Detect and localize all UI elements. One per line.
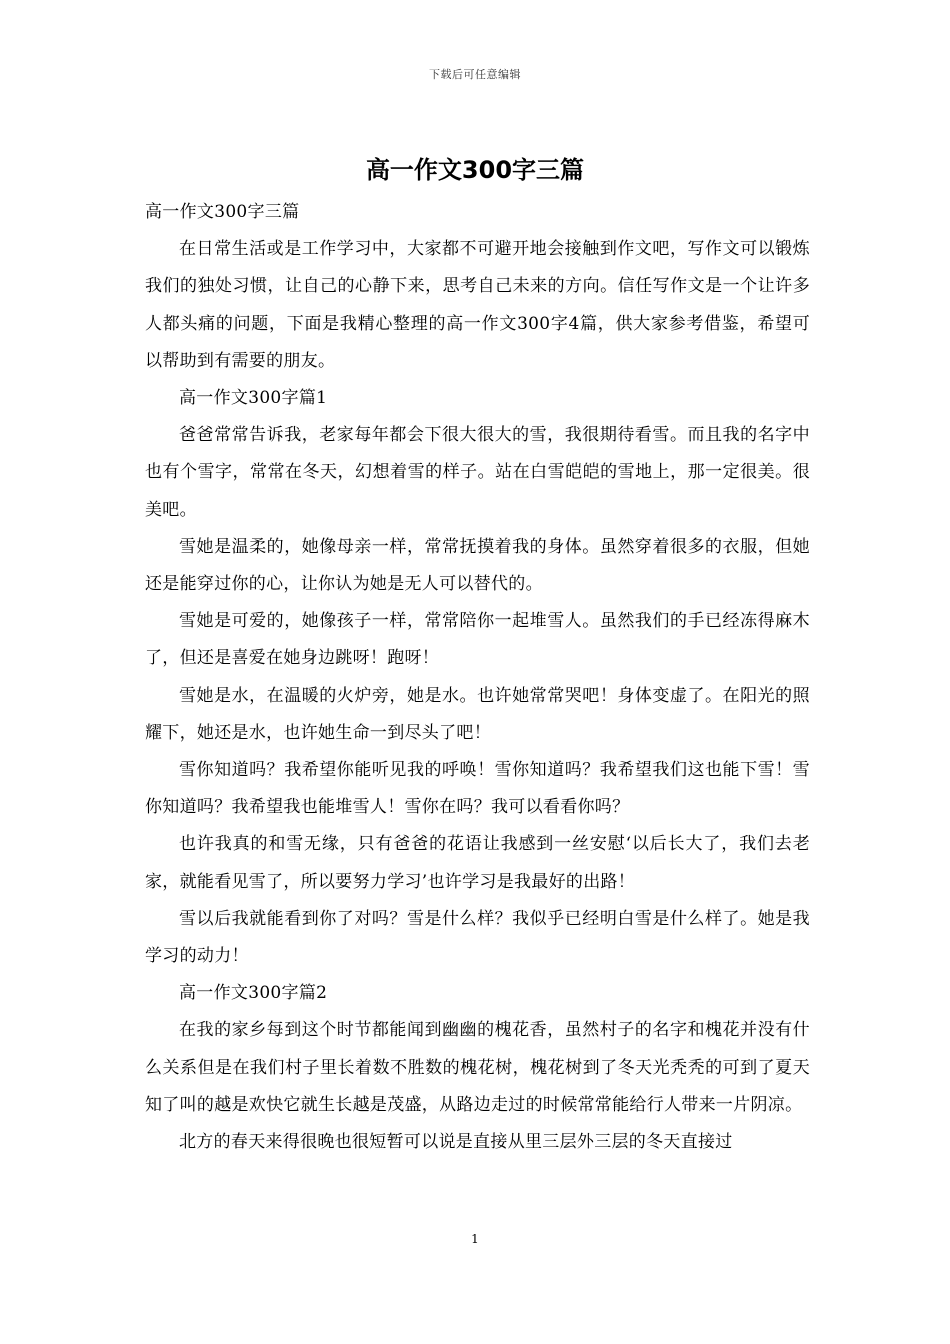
- body-paragraph: 也许我真的和雪无缘，只有爸爸的花语让我感到一丝安慰‘以后长大了，我们去老家，就能看见雪了，所以要努力学习’也许学习是我最好的出路！: [145, 834, 810, 892]
- document-title: 高一作文300字三篇: [365, 156, 585, 184]
- header-note: 下载后可任意编辑: [429, 68, 521, 81]
- document-body: [145, 194, 810, 1161]
- body-paragraph: 雪她是水，在温暖的火炉旁，她是水。也许她常常哭吧！身体变虚了。在阳光的照耀下，她还是水，也许她生命一到尽头了吧！: [145, 685, 810, 743]
- body-paragraph: 雪你知道吗？我希望你能听见我的呼唤！雪你知道吗？我希望我们这也能下雪！雪你知道吗？我希望我也能堆雪人！雪你在吗？我可以看看你吗？: [145, 760, 810, 818]
- section-heading-1: 高一作文300字篇1: [179, 388, 328, 409]
- body-paragraph: 雪以后我就能看到你了对吗？雪是什么样？我似乎已经明白雪是什么样了。她是我学习的动力！: [145, 908, 810, 967]
- section-heading-2: 高一作文300字篇2: [179, 983, 328, 1004]
- body-paragraph: 爸爸常常告诉我，老家每年都会下很大很大的雪，我很期待看雪。而且我的名字中也有个雪字，常常在冬天，幻想着雪的样子。站在白雪皑皑的雪地上，那一定很美。很美吧。: [145, 425, 810, 520]
- body-paragraph: 雪她是温柔的，她像母亲一样，常常抚摸着我的身体。虽然穿着很多的衣服，但她还是能穿过你的心，让你认为她是无人可以替代的。: [145, 536, 810, 595]
- intro-paragraph: 在日常生活或是工作学习中，大家都不可避开地会接触到作文吧，写作文可以锻炼我们的独处习惯，让自己的心静下来，思考自己未来的方向。信任写作文是一个让许多人都头痛的问题，下面是我精心整理的高一作文300字4篇，供大家参考借鉴，希望可以帮助到有需要的朋友。: [145, 239, 810, 371]
- body-paragraph: 北方的春天来得很晚也很短暂可以说是直接从里三层外三层的冬天直接过: [179, 1132, 733, 1153]
- document-subtitle: 高一作文300字三篇: [145, 202, 300, 222]
- page-number: 1: [471, 1232, 479, 1246]
- body-paragraph: 在我的家乡每到这个时节都能闻到幽幽的槐花香，虽然村子的名字和槐花并没有什么关系但是在我们村子里长着数不胜数的槐花树，槐花树到了冬天光秃秃的可到了夏天知了叫的越是欢快它就生长越是茂盛，从路边走过的时候常常能给行人带来一片阴凉。: [145, 1020, 810, 1115]
- body-paragraph: 雪她是可爱的，她像孩子一样，常常陪你一起堆雪人。虽然我们的手已经冻得麻木了，但还是喜爱在她身边跳呀！跑呀！: [145, 611, 810, 669]
